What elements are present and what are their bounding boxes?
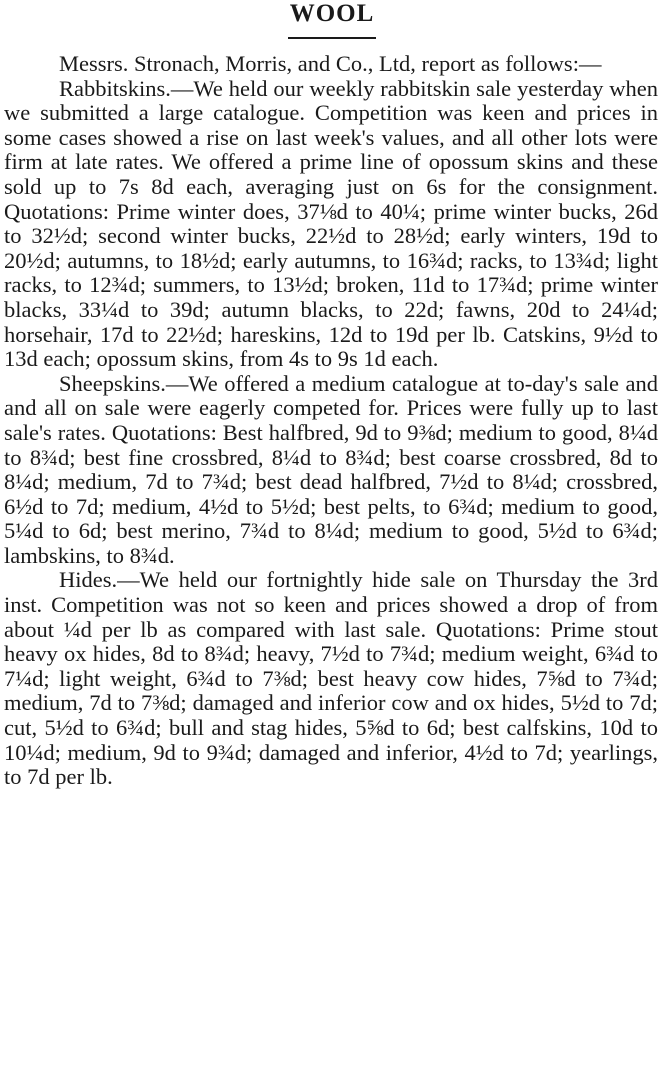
heading-rule — [288, 37, 376, 39]
article-body — [0, 52, 664, 790]
rabbitskins-paragraph: Rabbitskins.—We held our weekly rabbitskin sale yesterday when we submitted a large catalogue. Competition was keen and prices in some cases showed a rise on last week's values, and all other lots were firm at late rates. We offered a prime line of opossum skins and these sold up to 7s 8d each, averaging just on 6s for the consignment. Quotations: Prime winter does, 37⅛d to 40¼; prime winter bucks, 26d to 32½d; second winter bucks, 22½d to 28½d; early winters, 19d to 20½d; autumns, to 18½d; early autumns, to 16¾d; racks, to 13¾d; light racks, to 12¾d; summers, to 13½d; broken, 11d to 17¾d; prime winter blacks, 33¼d to 39d; autumn blacks, to 22d; fawns, 20d to 24¼d; horsehair, 17d to 22½d; hareskins, 12d to 19d per lb. Catskins, 9½d to 13d each; opossum skins, from 4s to 9s 1d each. — [4, 75, 658, 372]
hides-paragraph: Hides.—We held our fortnightly hide sale on Thursday the 3rd inst. Competition was not so keen and prices showed a drop of from about ¼d per lb as compared with last sale. Quotations: Prime stout heavy ox hides, 8d to 8¾d; heavy, 7½d to 7¾d; medium weight, 6¾d to 7¼d; light weight, 6¾d to 7⅜d; best heavy cow hides, 7⅝d to 7¾d; medium, 7d to 7⅜d; damaged and inferior cow and ox hides, 5½d to 7d; cut, 5½d to 6¾d; bull and stag hides, 5⅝d to 6d; best calfskins, 10d to 10¼d; medium, 9d to 9¾d; damaged and inferior, 4½d to 7d; yearlings, to 7d per lb. — [4, 567, 658, 790]
intro-paragraph: Messrs. Stronach, Morris, and Co., Ltd, report as follows:— — [59, 51, 602, 76]
article-heading: WOOL — [289, 0, 375, 27]
sheepskins-paragraph: Sheepskins.—We offered a medium catalogue at to-day's sale and and all on sale were eagerly competed for. Prices were fully up to last sale's rates. Quotations: Best halfbred, 9d to 9⅜d; medium to good, 8¼d to 8¾d; best fine crossbred, 8¼d to 8¾d; best coarse crossbred, 8d to 8¼d; medium, 7d to 7¾d; best dead halfbred, 7½d to 8¼d; crossbred, 6½d to 7d; medium, 4½d to 5½d; best pelts, to 6¾d; medium to good, 5¼d to 6d; best merino, 7¾d to 8¼d; medium to good, 5½d to 6¾d; lambskins, to 8¾d. — [4, 370, 658, 568]
